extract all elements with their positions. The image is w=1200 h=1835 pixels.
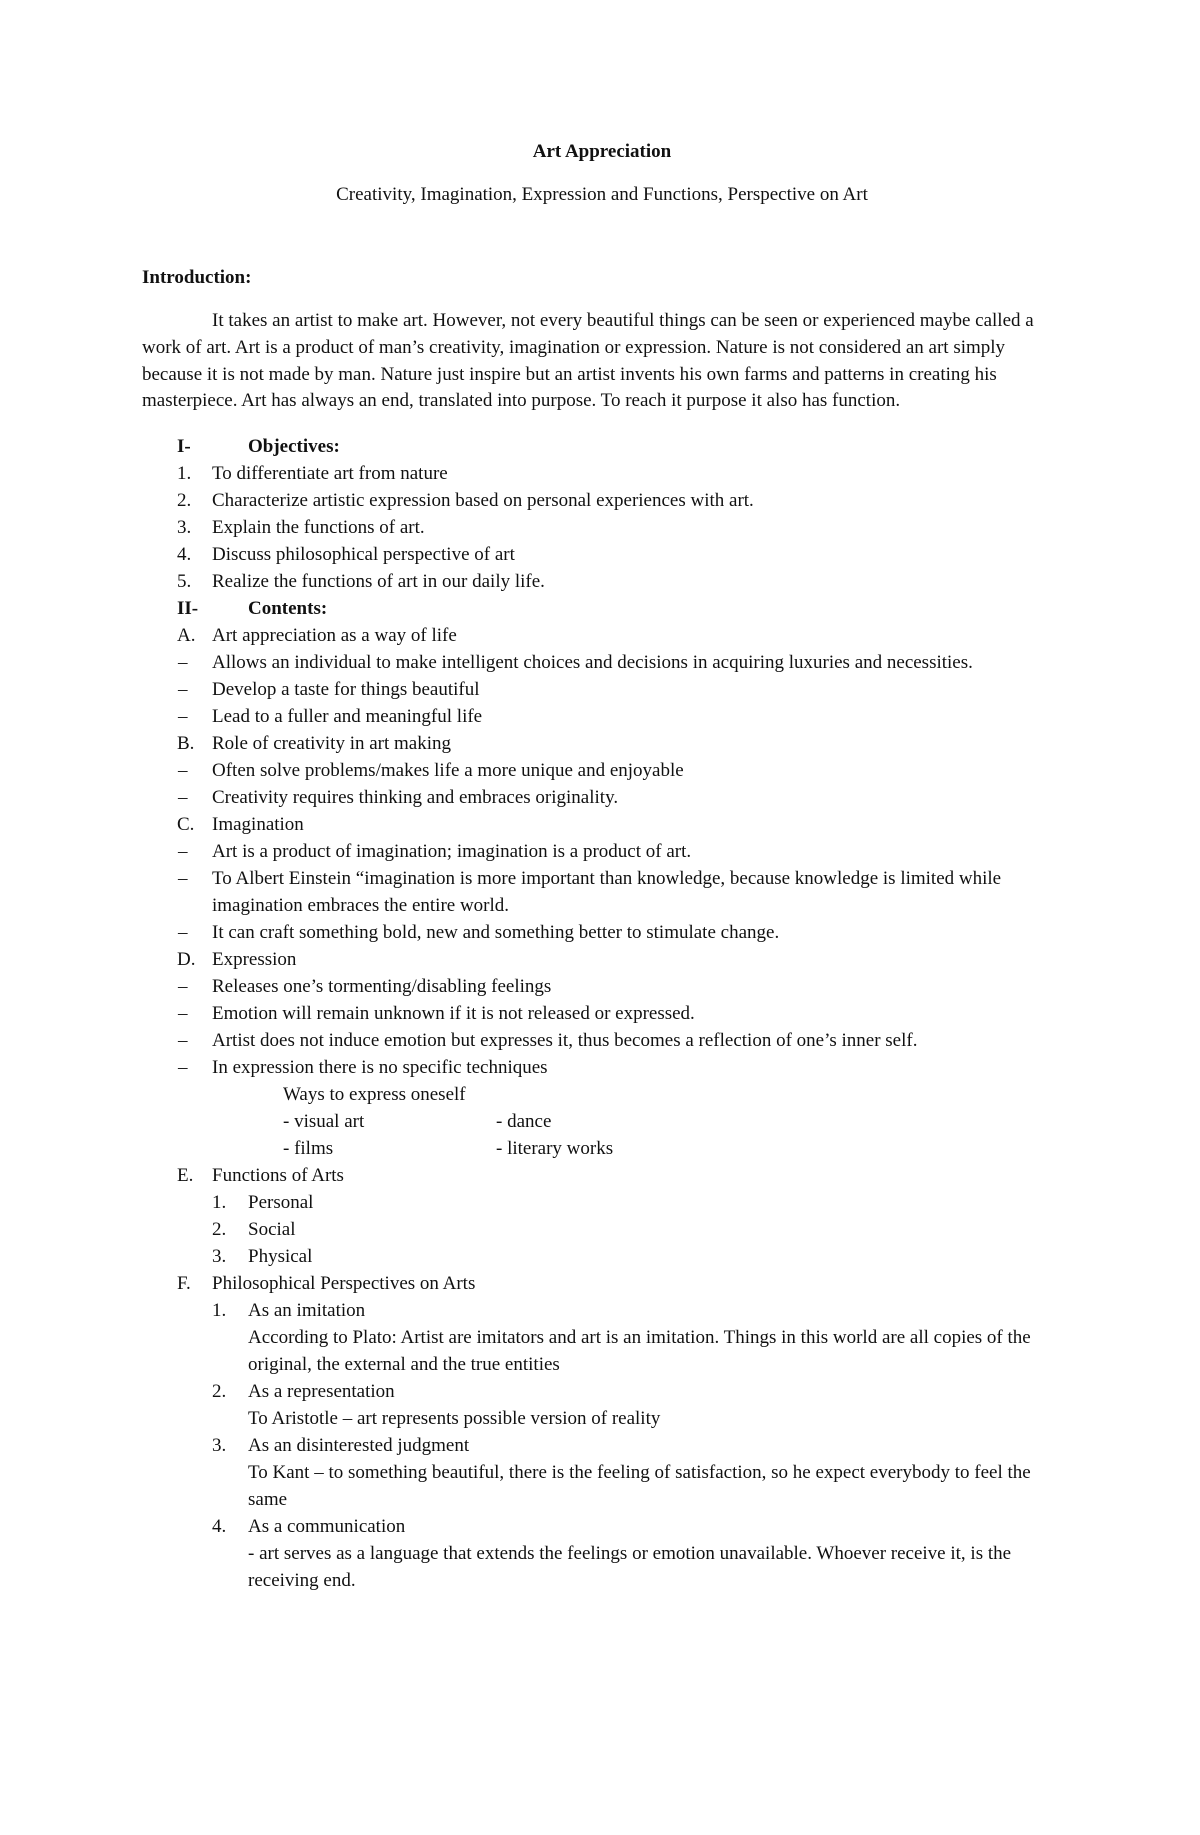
ways-item: - dance xyxy=(496,1111,552,1133)
subsection-e xyxy=(142,1162,1062,1189)
list-detail: According to Plato: Artist are imitators and art is an imitation. Things in this world are all copies of the original, the external and the true entities xyxy=(248,1327,1031,1376)
list-item xyxy=(142,514,1062,541)
list-letter: C. xyxy=(177,814,195,836)
bullet-text: Often solve problems/makes life a more unique and enjoyable xyxy=(212,760,684,782)
ways-title-row xyxy=(142,1081,1062,1108)
list-number: 2. xyxy=(177,490,192,512)
subsection-title: Art appreciation as a way of life xyxy=(212,625,457,647)
list-text: As an imitation xyxy=(248,1300,366,1322)
list-text: Social xyxy=(248,1219,296,1241)
list-text: Discuss philosophical perspective of art xyxy=(212,544,515,566)
dash-bullet: – xyxy=(178,1003,188,1025)
section-title: Contents: xyxy=(248,598,328,620)
list-text: Characterize artistic expression based on personal experiences with art. xyxy=(212,490,754,512)
subsection-title: Role of creativity in art making xyxy=(212,733,452,755)
list-item xyxy=(142,1216,1062,1243)
bullet-text: Art is a product of imagination; imagination is a product of art. xyxy=(212,841,692,863)
list-item xyxy=(142,1432,1062,1513)
dash-bullet: – xyxy=(178,706,188,728)
document-page xyxy=(142,138,1062,1594)
list-number: 3. xyxy=(212,1246,227,1268)
dash-bullet: – xyxy=(178,922,188,944)
list-item xyxy=(142,460,1062,487)
list-text: As a representation xyxy=(248,1381,395,1403)
outline xyxy=(142,433,1062,1594)
ways-item: - visual art xyxy=(283,1111,365,1133)
bullet-item xyxy=(142,649,1062,676)
list-text: Personal xyxy=(248,1192,314,1214)
bullet-item xyxy=(142,703,1062,730)
bullet-item xyxy=(142,838,1062,865)
bullet-item xyxy=(142,1054,1062,1081)
list-number: 3. xyxy=(212,1435,227,1457)
list-number: 2. xyxy=(212,1381,227,1403)
dash-bullet: – xyxy=(178,679,188,701)
bullet-text: Artist does not induce emotion but expresses it, thus becomes a reflection of one’s inner self. xyxy=(212,1030,918,1052)
list-text: To differentiate art from nature xyxy=(212,463,448,485)
dash-bullet: – xyxy=(178,1030,188,1052)
bullet-item xyxy=(142,865,1062,919)
list-item xyxy=(142,1513,1062,1594)
dash-bullet: – xyxy=(178,1057,188,1079)
bullet-text: Develop a taste for things beautiful xyxy=(212,679,480,701)
list-number: 4. xyxy=(177,544,192,566)
subsection-a xyxy=(142,622,1062,649)
list-letter: B. xyxy=(177,733,195,755)
subsection-c xyxy=(142,811,1062,838)
list-item xyxy=(142,1378,1062,1432)
subsection-title: Imagination xyxy=(212,814,304,836)
ways-item: - literary works xyxy=(496,1138,614,1160)
bullet-text: Releases one’s tormenting/disabling feelings xyxy=(212,976,552,998)
list-number: 4. xyxy=(212,1516,227,1538)
section-heading-objectives xyxy=(142,433,1062,460)
list-item xyxy=(142,487,1062,514)
document-subtitle: Creativity, Imagination, Expression and Functions, Perspective on Art xyxy=(336,184,868,205)
bullet-text: In expression there is no specific techniques xyxy=(212,1057,548,1079)
dash-bullet: – xyxy=(178,841,188,863)
bullet-item xyxy=(142,919,1062,946)
list-letter: D. xyxy=(177,949,196,971)
subsection-f xyxy=(142,1270,1062,1297)
list-letter: F. xyxy=(177,1273,191,1295)
bullet-text: Emotion will remain unknown if it is not released or expressed. xyxy=(212,1003,695,1025)
list-letter: A. xyxy=(177,625,196,647)
list-number: 5. xyxy=(177,571,192,593)
list-detail: - art serves as a language that extends the feelings or emotion unavailable. Whoever receive it, is the receiving end. xyxy=(248,1543,1012,1592)
section-title: Objectives: xyxy=(248,436,340,458)
subsection-d xyxy=(142,946,1062,973)
list-item xyxy=(142,1243,1062,1270)
introduction-paragraph: It takes an artist to make art. However, not every beautiful things can be seen or experienced maybe called a work of art. Art is a product of man’s creativity, imagination or expression. Nature is not considered an art simply because it is not made by man. Nature just inspire but an artist invents his own farms and patterns in creating his masterpiece. Art has always an end, translated into purpose. To reach it purpose it also has function. xyxy=(142,310,1034,412)
bullet-item xyxy=(142,1027,1062,1054)
bullet-item xyxy=(142,1000,1062,1027)
section-marker: II- xyxy=(177,598,199,620)
ways-row xyxy=(142,1135,1062,1162)
dash-bullet: – xyxy=(178,868,188,890)
dash-bullet: – xyxy=(178,652,188,674)
list-number: 2. xyxy=(212,1219,227,1241)
list-text: Physical xyxy=(248,1246,313,1268)
list-number: 3. xyxy=(177,517,192,539)
bullet-text: To Albert Einstein “imagination is more important than knowledge, because knowledge is limited while imagination embraces the entire world. xyxy=(212,868,1002,917)
list-number: 1. xyxy=(212,1300,227,1322)
list-letter: E. xyxy=(177,1165,194,1187)
subsection-title: Philosophical Perspectives on Arts xyxy=(212,1273,476,1295)
section-heading-contents xyxy=(142,595,1062,622)
list-text: As an disinterested judgment xyxy=(248,1435,470,1457)
bullet-item xyxy=(142,973,1062,1000)
list-text: As a communication xyxy=(248,1516,406,1538)
subsection-b xyxy=(142,730,1062,757)
bullet-item xyxy=(142,784,1062,811)
dash-bullet: – xyxy=(178,760,188,782)
bullet-text: It can craft something bold, new and something better to stimulate change. xyxy=(212,922,780,944)
bullet-item xyxy=(142,757,1062,784)
list-item xyxy=(142,1189,1062,1216)
subsection-title: Expression xyxy=(212,949,297,971)
subsection-title: Functions of Arts xyxy=(212,1165,344,1187)
bullet-text: Creativity requires thinking and embraces originality. xyxy=(212,787,619,809)
ways-title: Ways to express oneself xyxy=(283,1084,466,1106)
list-number: 1. xyxy=(212,1192,227,1214)
list-item xyxy=(142,541,1062,568)
list-text: Explain the functions of art. xyxy=(212,517,425,539)
bullet-text: Allows an individual to make intelligent choices and decisions in acquiring luxuries and necessities. xyxy=(212,652,973,674)
list-item xyxy=(142,568,1062,595)
section-marker: I- xyxy=(177,436,191,458)
document-title: Art Appreciation xyxy=(532,141,672,162)
list-detail: To Aristotle – art represents possible version of reality xyxy=(248,1408,661,1430)
introduction-heading: Introduction: xyxy=(142,267,252,288)
bullet-text: Lead to a fuller and meaningful life xyxy=(212,706,483,728)
ways-item: - films xyxy=(283,1138,334,1160)
ways-row xyxy=(142,1108,1062,1135)
list-detail: To Kant – to something beautiful, there is the feeling of satisfaction, so he expect everybody to feel the same xyxy=(248,1462,1031,1511)
dash-bullet: – xyxy=(178,976,188,998)
list-number: 1. xyxy=(177,463,192,485)
dash-bullet: – xyxy=(178,787,188,809)
list-item xyxy=(142,1297,1062,1378)
bullet-item xyxy=(142,676,1062,703)
list-text: Realize the functions of art in our daily life. xyxy=(212,571,545,593)
